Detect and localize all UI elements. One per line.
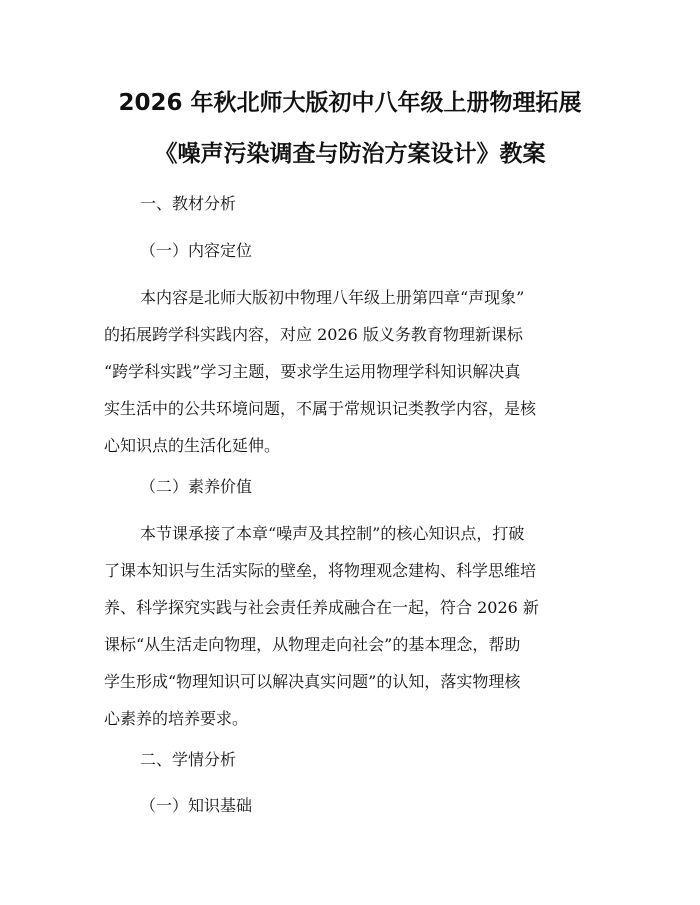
paragraph-line: “跨学科实践”学习主题，要求学生运用物理学科知识解决真 <box>104 362 521 381</box>
section-heading-learning-analysis: 二、学情分析 <box>140 750 237 769</box>
paragraph-line: 心素养的培养要求。 <box>104 709 249 728</box>
paragraph-content-positioning <box>104 279 600 464</box>
subheading-knowledge-base: （一）知识基础 <box>140 796 253 815</box>
paragraph-line: 了课本知识与生活实际的壁垒，将物理观念建构、科学思维培 <box>104 561 537 580</box>
paragraph-line: 课标“从生活走向物理，从物理走向社会”的基本理念，帮助 <box>104 635 521 654</box>
section-heading-textbook-analysis: 一、教材分析 <box>140 194 237 213</box>
paragraph-line: 养、科学探究实践与社会责任养成融合在一起，符合 2026 新 <box>104 598 539 617</box>
paragraph-line: 实生活中的公共环境问题，不属于常规识记类教学内容，是核 <box>104 399 537 418</box>
paragraph-line: 学生形成“物理知识可以解决真实问题”的认知，落实物理核 <box>104 672 521 691</box>
paragraph-line: 的拓展跨学科实践内容，对应 2026 版义务教育物理新课标 <box>104 325 523 344</box>
document-title-line-2: 《噪声污染调查与防治方案设计》教案 <box>154 141 546 167</box>
paragraph-line: 心知识点的生活化延伸。 <box>104 436 281 455</box>
paragraph-line: 本节课承接了本章“噪声及其控制”的核心知识点，打破 <box>140 524 525 543</box>
document-title-line-1: 2026 年秋北师大版初中八年级上册物理拓展 <box>118 90 582 116</box>
paragraph-line: 本内容是北师大版初中物理八年级上册第四章“声现象” <box>140 288 525 307</box>
subheading-literacy-value: （二）素养价值 <box>140 477 253 496</box>
subheading-content-positioning: （一）内容定位 <box>140 241 253 260</box>
paragraph-literacy-value <box>104 515 600 737</box>
